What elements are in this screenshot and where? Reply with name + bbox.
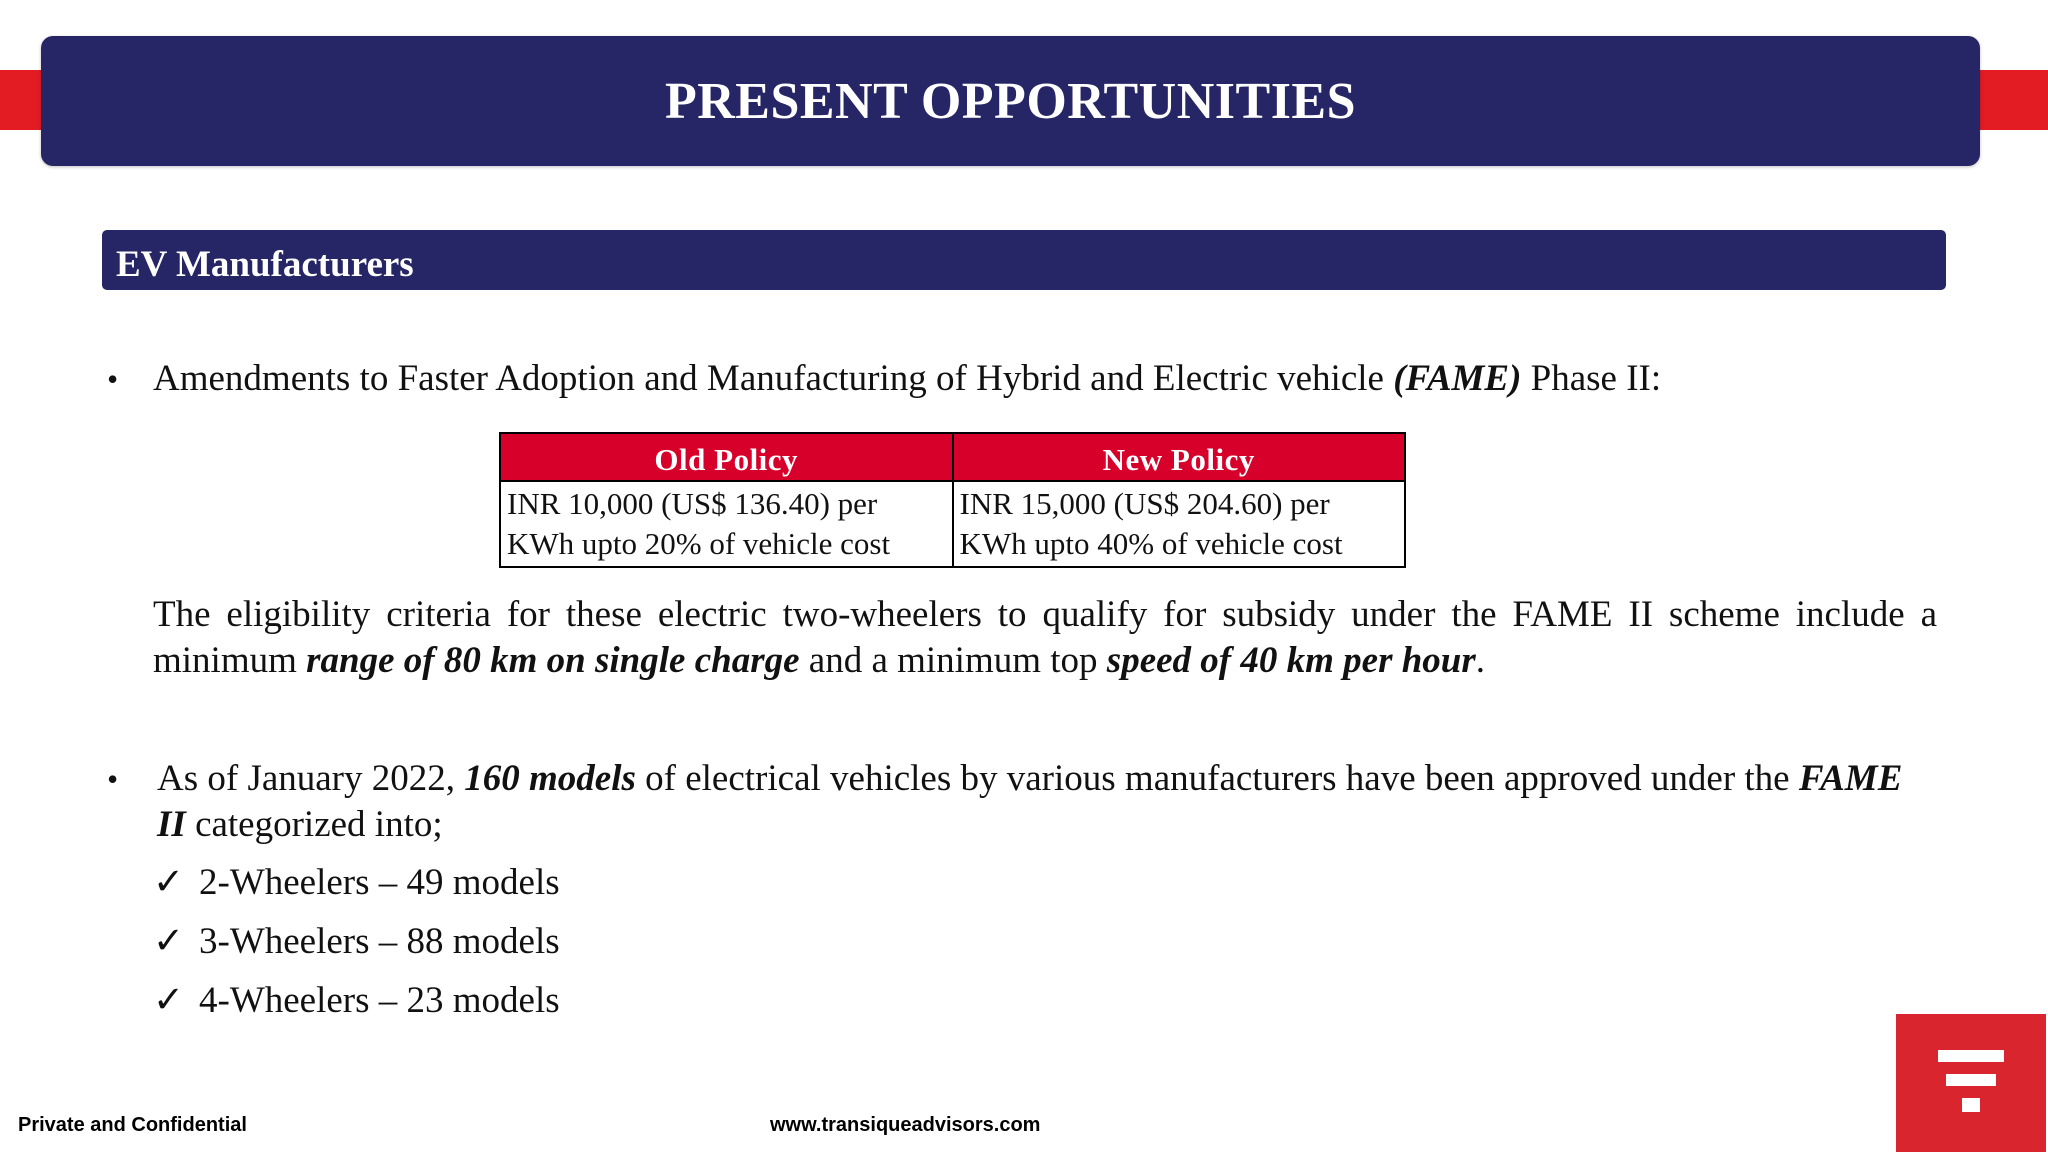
- list-item: [153, 978, 560, 1037]
- company-logo: [1896, 1014, 2046, 1152]
- eligibility-paragraph: [153, 592, 1937, 684]
- old-policy-line-2: KWh upto 20% of vehicle cost: [507, 526, 891, 561]
- eligibility-text-1: The eligibility criteria for these electric two-wheelers to qualify for subsidy under the FAME II scheme include a minimum: [153, 594, 1937, 681]
- vehicle-category-list: [153, 860, 560, 1037]
- new-policy-cell: [953, 481, 1406, 567]
- fame-ii-emphasis: FAME II: [157, 758, 1903, 845]
- checkmark-icon: ✓: [153, 921, 185, 962]
- bullet-point-1: •: [107, 361, 119, 397]
- approved-models-bullet: [157, 756, 1917, 848]
- page-title: PRESENT OPPORTUNITIES: [664, 72, 1357, 130]
- section-header-bar: [102, 230, 1946, 290]
- bullet-point-2: •: [107, 761, 119, 797]
- list-item: [153, 860, 560, 919]
- old-policy-header: Old Policy: [500, 433, 953, 481]
- table-row: [500, 481, 1405, 567]
- right-red-accent-strip: [1968, 70, 2048, 130]
- website-footer: www.transiqueadvisors.com: [770, 1114, 1041, 1136]
- section-title: EV Manufacturers: [116, 244, 414, 285]
- policy-comparison-table: [499, 432, 1406, 568]
- category-label: 3-Wheelers – 88 models: [199, 921, 560, 962]
- fame-amendments-text: Amendments to Faster Adoption and Manufacturing of Hybrid and Electric vehicle: [153, 358, 1394, 399]
- category-label: 2-Wheelers – 49 models: [199, 862, 560, 903]
- category-label: 4-Wheelers – 23 models: [199, 980, 560, 1021]
- models-count-emphasis: 160 models: [464, 758, 636, 799]
- speed-emphasis: speed of 40 km per hour: [1106, 640, 1476, 681]
- old-policy-line-1: INR 10,000 (US$ 136.40) per: [507, 486, 878, 521]
- checkmark-icon: ✓: [153, 862, 185, 903]
- approved-text-2: of electrical vehicles by various manufacturers have been approved under the: [635, 758, 1799, 799]
- new-policy-line-2: KWh upto 40% of vehicle cost: [959, 526, 1343, 561]
- eligibility-text-3: .: [1475, 640, 1486, 681]
- old-policy-cell: [500, 481, 953, 567]
- title-banner: [41, 36, 1980, 166]
- fame-emphasis: (FAME): [1393, 358, 1522, 399]
- checkmark-icon: ✓: [153, 980, 185, 1021]
- range-emphasis: range of 80 km on single charge: [306, 640, 800, 681]
- logo-icon: [1896, 1014, 2046, 1152]
- approved-text-3: categorized into;: [185, 804, 443, 845]
- fame-amendments-bullet: [153, 356, 1661, 402]
- eligibility-text-2: and a minimum top: [799, 640, 1107, 681]
- new-policy-header: New Policy: [953, 433, 1406, 481]
- table-header-row: [500, 433, 1405, 481]
- new-policy-line-1: INR 15,000 (US$ 204.60) per: [959, 486, 1330, 521]
- list-item: [153, 919, 560, 978]
- fame-phase-text: Phase II:: [1521, 358, 1662, 399]
- approved-text-1: As of January 2022,: [157, 758, 465, 799]
- confidentiality-footer: Private and Confidential: [18, 1114, 247, 1136]
